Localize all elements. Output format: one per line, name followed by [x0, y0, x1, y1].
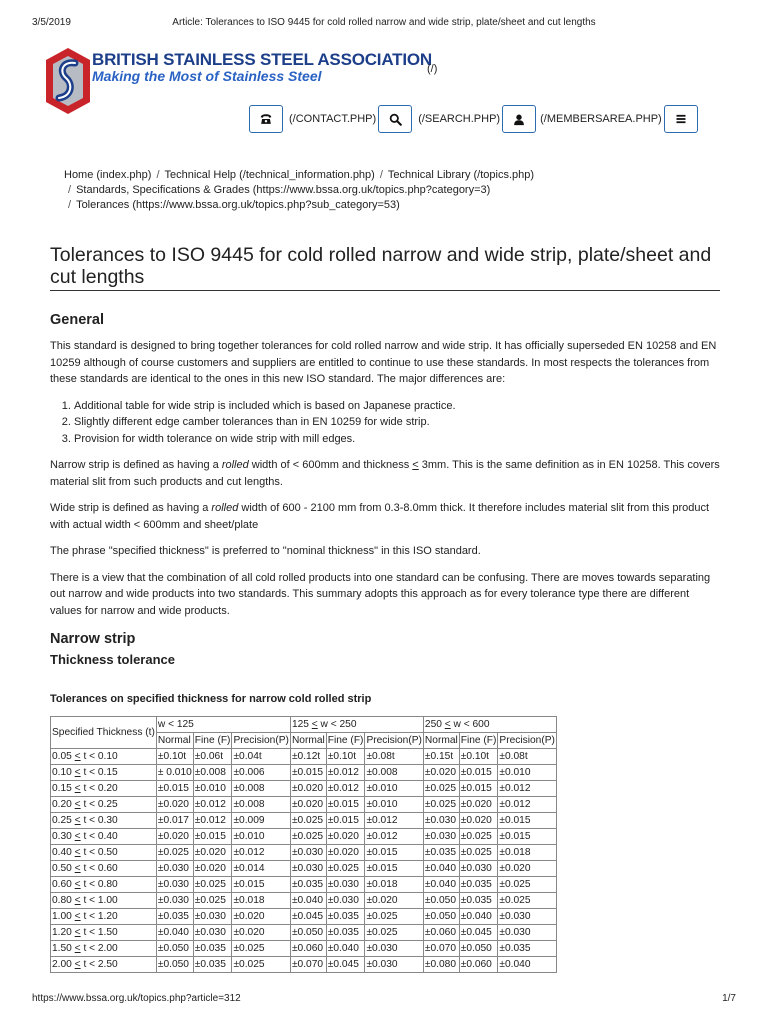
text-run: t < 2.00 — [80, 943, 118, 954]
text-run: w < 600 — [450, 719, 490, 730]
thickness-range-cell — [51, 845, 157, 861]
tolerance-value-cell: ±0.008 — [232, 797, 290, 813]
text-run: t < 1.00 — [80, 895, 118, 906]
breadcrumb-line — [50, 183, 740, 198]
tolerance-value-cell: ±0.015 — [365, 845, 423, 861]
text-run: 0.30 — [52, 831, 75, 842]
tolerance-value-cell: ±0.030 — [498, 925, 556, 941]
text-emphasis: rolled — [211, 502, 239, 514]
tolerance-value-cell: ±0.04t — [232, 749, 290, 765]
combination-paragraph: There is a view that the combination of all cold rolled products into one standard can be confusing. There are moves towards separating out narrow and wide products into two standards. This summary adopts this approach as for every tolerance type there are different values for narrow and wide products. — [50, 571, 711, 617]
less-equal-symbol: < — [74, 895, 81, 906]
breadcrumb — [50, 168, 740, 213]
members-button[interactable] — [502, 105, 536, 133]
table-viewport — [50, 716, 610, 988]
intro-paragraph: This standard is designed to bring together tolerances for cold rolled narrow and wide strip. It has officially superseded EN 10258 and EN 10259 although of course customers and suppliers are entitled to continue to use these standards. In most respects the tolerances from these standards are identical to the ones in this new ISO standard. The major differences are: — [50, 340, 717, 385]
tolerance-value-cell: ±0.015 — [193, 829, 232, 845]
tolerance-value-cell: ±0.020 — [459, 813, 498, 829]
tolerance-value-cell: ±0.015 — [459, 765, 498, 781]
print-url: https://www.bssa.org.uk/topics.php?article=312 — [32, 993, 241, 1004]
table-row — [51, 781, 557, 797]
thickness-range-cell — [51, 941, 157, 957]
text-run: 2.00 — [52, 959, 75, 970]
table-row — [51, 845, 557, 861]
breadcrumb-line — [50, 168, 740, 183]
tolerance-value-cell: ±0.040 — [423, 861, 459, 877]
tolerance-value-cell: ±0.025 — [232, 941, 290, 957]
less-equal-symbol: < — [74, 783, 81, 794]
thickness-range-cell — [51, 877, 157, 893]
contact-link[interactable]: (/CONTACT.PHP) — [289, 113, 377, 125]
tolerance-value-cell: ±0.030 — [365, 957, 423, 973]
tolerance-value-cell: ±0.012 — [498, 781, 556, 797]
thickness-range-cell — [51, 829, 157, 845]
page-number: 1/7 — [722, 993, 736, 1004]
tolerance-value-cell: ±0.025 — [290, 829, 326, 845]
table-body — [51, 749, 557, 973]
tolerance-value-cell: ±0.018 — [232, 893, 290, 909]
less-equal-symbol: < — [74, 879, 81, 890]
fine-header: Fine (F) — [459, 733, 498, 749]
tolerance-value-cell: ±0.030 — [156, 877, 193, 893]
table-header-row — [51, 717, 557, 733]
list-item: 2. Slightly different edge camber tolerances than in EN 10259 for wide strip. — [74, 414, 720, 431]
tolerance-value-cell: ±0.010 — [365, 781, 423, 797]
tolerance-value-cell: ±0.035 — [459, 893, 498, 909]
fine-header: Fine (F) — [193, 733, 232, 749]
thickness-range-cell — [51, 957, 157, 973]
tolerance-value-cell: ±0.050 — [156, 941, 193, 957]
wide-strip-definition — [50, 500, 720, 533]
thickness-tolerance-table — [50, 716, 557, 973]
less-equal-symbol: < — [74, 863, 81, 874]
fine-header: Fine (F) — [326, 733, 365, 749]
table-row — [51, 813, 557, 829]
tolerance-value-cell: ±0.010 — [232, 829, 290, 845]
text-run: 125 — [291, 719, 312, 730]
thickness-range-cell — [51, 813, 157, 829]
tolerance-value-cell: ±0.020 — [498, 861, 556, 877]
tolerance-value-cell: ±0.15t — [423, 749, 459, 765]
tolerance-value-cell: ±0.030 — [156, 861, 193, 877]
tolerance-value-cell: ±0.020 — [290, 797, 326, 813]
title-divider — [50, 290, 720, 291]
text-run: t < 0.15 — [80, 767, 118, 778]
tolerance-value-cell: ±0.006 — [232, 765, 290, 781]
tolerance-value-cell: ±0.030 — [290, 845, 326, 861]
tolerance-value-cell: ±0.030 — [365, 941, 423, 957]
hamburger-icon — [675, 113, 687, 125]
text-run: 0.50 — [52, 863, 75, 874]
tolerance-value-cell: ±0.015 — [290, 765, 326, 781]
text-run: t < 0.50 — [80, 847, 118, 858]
less-equal-symbol: < — [444, 719, 451, 730]
text-run: 0.20 — [52, 799, 75, 810]
home-link[interactable]: (/) — [427, 63, 438, 75]
thickness-range-cell — [51, 861, 157, 877]
tolerance-value-cell: ±0.015 — [498, 829, 556, 845]
table-row — [51, 861, 557, 877]
tolerance-value-cell: ±0.020 — [326, 845, 365, 861]
tolerance-value-cell: ±0.12t — [290, 749, 326, 765]
tolerance-value-cell: ±0.025 — [423, 797, 459, 813]
tolerance-value-cell: ±0.030 — [156, 893, 193, 909]
breadcrumb-technical-help[interactable]: Technical Help (/technical_information.php) — [164, 169, 375, 181]
tolerance-value-cell: ±0.045 — [326, 957, 365, 973]
text-run: 0.25 — [52, 815, 75, 826]
tolerance-value-cell: ±0.050 — [423, 893, 459, 909]
page-title: Tolerances to ISO 9445 for cold rolled narrow and wide strip, plate/sheet and cut lengths — [50, 244, 712, 288]
tolerance-value-cell: ±0.020 — [156, 829, 193, 845]
text-run: Wide strip is defined as having a — [50, 502, 212, 514]
table-row — [51, 909, 557, 925]
table-row — [51, 893, 557, 909]
menu-button[interactable] — [664, 105, 698, 133]
tolerance-value-cell: ±0.020 — [193, 845, 232, 861]
tolerance-value-cell: ±0.008 — [365, 765, 423, 781]
tolerance-value-cell: ±0.012 — [232, 845, 290, 861]
tolerance-value-cell: ±0.015 — [326, 813, 365, 829]
text-run: 1.50 — [52, 943, 75, 954]
precision-header: Precision(P) — [498, 733, 556, 749]
breadcrumb-separator: / — [68, 199, 72, 211]
tolerance-value-cell: ±0.012 — [193, 813, 232, 829]
tolerance-value-cell: ±0.025 — [232, 957, 290, 973]
text-run: w < 250 — [317, 719, 357, 730]
text-run: t < 1.50 — [80, 927, 118, 938]
tolerance-value-cell: ±0.030 — [290, 861, 326, 877]
tolerance-value-cell: ±0.009 — [232, 813, 290, 829]
tolerance-value-cell: ±0.030 — [326, 877, 365, 893]
table-caption: Tolerances on specified thickness for narrow cold rolled strip — [50, 693, 372, 705]
tolerance-value-cell: ±0.045 — [290, 909, 326, 925]
brand-name[interactable]: BRITISH STAINLESS STEEL ASSOCIATION — [92, 50, 432, 69]
normal-header: Normal — [423, 733, 459, 749]
table-row — [51, 877, 557, 893]
text-run: 0.60 — [52, 879, 75, 890]
breadcrumb-tolerances[interactable]: Tolerances (https://www.bssa.org.uk/topics.php?sub_category=53) — [76, 199, 400, 211]
less-equal-symbol: < — [74, 959, 81, 970]
text-run: t < 0.30 — [80, 815, 118, 826]
tolerance-value-cell: ±0.030 — [423, 813, 459, 829]
normal-header: Normal — [290, 733, 326, 749]
table-row — [51, 925, 557, 941]
tolerance-value-cell: ±0.060 — [423, 925, 459, 941]
tolerance-value-cell: ±0.040 — [156, 925, 193, 941]
thickness-range-cell — [51, 765, 157, 781]
thickness-tolerance-heading: Thickness tolerance — [50, 652, 175, 667]
general-heading: General — [50, 312, 104, 328]
tolerance-value-cell: ±0.10t — [459, 749, 498, 765]
less-equal-symbol: < — [74, 767, 81, 778]
tolerance-value-cell: ±0.025 — [365, 909, 423, 925]
text-run: 0.80 — [52, 895, 75, 906]
breadcrumb-separator: / — [379, 169, 383, 181]
less-equal-symbol: < — [311, 719, 318, 730]
tolerance-value-cell: ±0.015 — [459, 781, 498, 797]
text-run: width of < 600mm and thickness — [248, 459, 413, 471]
tolerance-value-cell: ±0.040 — [290, 893, 326, 909]
text-run: 0.10 — [52, 767, 75, 778]
tolerance-value-cell: ±0.010 — [193, 781, 232, 797]
tolerance-value-cell: ±0.050 — [290, 925, 326, 941]
table-row — [51, 749, 557, 765]
thickness-range-cell — [51, 797, 157, 813]
tolerance-value-cell: ±0.015 — [156, 781, 193, 797]
text-run: t < 0.80 — [80, 879, 118, 890]
text-run: w < 125 — [157, 719, 194, 730]
table-row — [51, 829, 557, 845]
print-title: Article: Tolerances to ISO 9445 for cold rolled narrow and wide strip, plate/sheet and cut lengths — [172, 17, 596, 28]
tolerance-value-cell: ±0.020 — [193, 861, 232, 877]
tolerance-value-cell: ±0.035 — [156, 909, 193, 925]
list-item: 3. Provision for width tolerance on wide strip with mill edges. — [74, 431, 720, 448]
tolerance-value-cell: ±0.08t — [498, 749, 556, 765]
breadcrumb-technical-library[interactable]: Technical Library (/topics.php) — [387, 169, 535, 181]
tolerance-value-cell: ±0.020 — [156, 797, 193, 813]
tolerance-value-cell: ±0.050 — [423, 909, 459, 925]
tolerance-value-cell: ± 0.010 — [156, 765, 193, 781]
tolerance-value-cell: ±0.10t — [326, 749, 365, 765]
differences-list — [50, 398, 720, 448]
tolerance-value-cell: ±0.050 — [459, 941, 498, 957]
brand-tagline[interactable]: Making the Most of Stainless Steel — [92, 68, 322, 84]
top-nav — [249, 104, 698, 134]
tolerance-value-cell: ±0.015 — [365, 861, 423, 877]
less-equal-symbol: < — [74, 799, 81, 810]
print-date: 3/5/2019 — [32, 17, 71, 28]
tolerance-value-cell: ±0.012 — [498, 797, 556, 813]
tolerance-value-cell: ±0.020 — [423, 765, 459, 781]
tolerance-value-cell: ±0.030 — [498, 909, 556, 925]
tolerance-value-cell: ±0.012 — [326, 781, 365, 797]
text-run: t < 2.50 — [80, 959, 118, 970]
tolerance-value-cell: ±0.012 — [365, 813, 423, 829]
text-run: 1.20 — [52, 927, 75, 938]
text-run: t < 1.20 — [80, 911, 118, 922]
tolerance-value-cell: ±0.070 — [423, 941, 459, 957]
text-run: 1.00 — [52, 911, 75, 922]
text-emphasis: rolled — [221, 459, 249, 471]
thickness-range-cell — [51, 893, 157, 909]
less-equal-symbol: < — [74, 927, 81, 938]
precision-header: Precision(P) — [232, 733, 290, 749]
tolerance-value-cell: ±0.030 — [459, 861, 498, 877]
tolerance-value-cell: ±0.10t — [156, 749, 193, 765]
tolerance-value-cell: ±0.025 — [459, 845, 498, 861]
text-run: t < 0.20 — [80, 783, 118, 794]
text-run: Narrow strip is defined as having a — [50, 459, 222, 471]
text-run: 0.40 — [52, 847, 75, 858]
article-body — [50, 310, 720, 718]
text-run: t < 0.25 — [80, 799, 118, 810]
tolerance-value-cell: ±0.020 — [290, 781, 326, 797]
tolerance-value-cell: ±0.012 — [193, 797, 232, 813]
tolerance-value-cell: ±0.025 — [326, 861, 365, 877]
tolerance-value-cell: ±0.014 — [232, 861, 290, 877]
tolerance-value-cell: ±0.035 — [326, 925, 365, 941]
text-run: t < 0.60 — [80, 863, 118, 874]
tolerance-value-cell: ±0.025 — [290, 813, 326, 829]
tolerance-value-cell: ±0.035 — [193, 957, 232, 973]
breadcrumb-home[interactable]: Home (index.php) — [64, 169, 152, 181]
text-run: t < 0.40 — [80, 831, 118, 842]
less-equal-symbol: < — [74, 831, 81, 842]
text-run: 0.05 — [52, 751, 75, 762]
tolerance-value-cell: ±0.035 — [498, 941, 556, 957]
tolerance-value-cell: ±0.08t — [365, 749, 423, 765]
tolerance-value-cell: ±0.060 — [459, 957, 498, 973]
tolerance-value-cell: ±0.040 — [459, 909, 498, 925]
text-run: width of 600 - 2100 mm from 0.3-8.0mm thick. It therefore includes material slit from this product with actual width < 600mm and sheet/plate — [50, 502, 710, 531]
width-group-header — [423, 717, 556, 733]
bssa-logo-icon[interactable] — [44, 46, 92, 116]
text-run: t < 0.10 — [80, 751, 118, 762]
tolerance-value-cell: ±0.035 — [459, 877, 498, 893]
breadcrumb-line — [50, 198, 740, 213]
tolerance-value-cell: ±0.035 — [326, 909, 365, 925]
tolerance-value-cell: ±0.030 — [193, 925, 232, 941]
tolerance-value-cell: ±0.010 — [365, 797, 423, 813]
tolerance-value-cell: ±0.008 — [193, 765, 232, 781]
spec-thickness-header: Specified Thickness (t) — [51, 717, 157, 749]
tolerance-value-cell: ±0.040 — [326, 941, 365, 957]
tolerance-value-cell: ±0.060 — [290, 941, 326, 957]
tolerance-value-cell: ±0.035 — [193, 941, 232, 957]
tolerance-value-cell: ±0.045 — [459, 925, 498, 941]
members-link[interactable]: (/MEMBERSAREA.PHP) — [540, 113, 662, 125]
tolerance-value-cell: ±0.008 — [232, 781, 290, 797]
table-row — [51, 941, 557, 957]
less-equal-symbol: < — [74, 943, 81, 954]
tolerance-value-cell: ±0.020 — [365, 893, 423, 909]
less-equal-symbol: < — [74, 751, 81, 762]
tolerance-value-cell: ±0.035 — [290, 877, 326, 893]
less-equal-symbol: < — [412, 459, 419, 471]
tolerance-value-cell: ±0.06t — [193, 749, 232, 765]
tolerance-value-cell: ±0.025 — [498, 893, 556, 909]
tolerance-value-cell: ±0.012 — [326, 765, 365, 781]
phone-icon — [259, 112, 273, 126]
width-group-header — [290, 717, 423, 733]
tolerance-value-cell: ±0.030 — [326, 893, 365, 909]
tolerance-value-cell: ±0.025 — [365, 925, 423, 941]
less-equal-symbol: < — [74, 815, 81, 826]
tolerance-value-cell: ±0.018 — [498, 845, 556, 861]
tolerance-value-cell: ±0.050 — [156, 957, 193, 973]
text-run: 250 — [424, 719, 445, 730]
normal-header: Normal — [156, 733, 193, 749]
specified-thickness-paragraph: The phrase "specified thickness" is preferred to "nominal thickness" in this ISO standard. — [50, 545, 481, 557]
tolerance-value-cell: ±0.015 — [326, 797, 365, 813]
less-equal-symbol: < — [74, 911, 81, 922]
text-run: 0.15 — [52, 783, 75, 794]
tolerance-value-cell: ±0.020 — [326, 829, 365, 845]
tolerance-value-cell: ±0.025 — [459, 829, 498, 845]
tolerance-value-cell: ±0.030 — [423, 829, 459, 845]
tolerance-value-cell: ±0.025 — [193, 877, 232, 893]
narrow-strip-heading: Narrow strip — [50, 631, 136, 647]
search-button[interactable] — [378, 105, 412, 133]
tolerance-value-cell: ±0.020 — [232, 909, 290, 925]
tolerance-value-cell: ±0.040 — [498, 957, 556, 973]
list-item: 1. Additional table for wide strip is included which is based on Japanese practice. — [74, 398, 720, 415]
tolerance-value-cell: ±0.025 — [193, 893, 232, 909]
tolerance-value-cell: ±0.025 — [423, 781, 459, 797]
table-row — [51, 957, 557, 973]
narrow-strip-definition — [50, 457, 720, 490]
tolerance-value-cell: ±0.025 — [498, 877, 556, 893]
tolerance-value-cell: ±0.080 — [423, 957, 459, 973]
tolerance-value-cell: ±0.012 — [365, 829, 423, 845]
tolerance-value-cell: ±0.015 — [232, 877, 290, 893]
thickness-range-cell — [51, 909, 157, 925]
tolerance-value-cell: ±0.030 — [193, 909, 232, 925]
table-row — [51, 765, 557, 781]
less-equal-symbol: < — [74, 847, 81, 858]
search-link[interactable]: (/SEARCH.PHP) — [418, 113, 501, 125]
tolerance-value-cell: ±0.020 — [232, 925, 290, 941]
thickness-range-cell — [51, 781, 157, 797]
precision-header: Precision(P) — [365, 733, 423, 749]
width-group-header — [156, 717, 290, 733]
breadcrumb-separator: / — [68, 184, 72, 196]
tolerance-value-cell: ±0.020 — [459, 797, 498, 813]
contact-button[interactable] — [249, 105, 283, 133]
tolerance-value-cell: ±0.040 — [423, 877, 459, 893]
tolerance-value-cell: ±0.018 — [365, 877, 423, 893]
user-icon — [513, 113, 525, 126]
search-icon — [389, 113, 402, 126]
tolerance-value-cell: ±0.070 — [290, 957, 326, 973]
text-run: 3mm. This is the same definition as in EN 10258. This covers material slit from such products and cut lengths. — [50, 459, 720, 488]
tolerance-value-cell: ±0.025 — [156, 845, 193, 861]
tolerance-value-cell: ±0.017 — [156, 813, 193, 829]
tolerance-value-cell: ±0.010 — [498, 765, 556, 781]
tolerance-value-cell: ±0.015 — [498, 813, 556, 829]
breadcrumb-separator: / — [156, 169, 160, 181]
thickness-range-cell — [51, 925, 157, 941]
table-row — [51, 797, 557, 813]
breadcrumb-standards[interactable]: Standards, Specifications & Grades (https://www.bssa.org.uk/topics.php?category=3) — [76, 184, 491, 196]
thickness-range-cell — [51, 749, 157, 765]
tolerance-value-cell: ±0.035 — [423, 845, 459, 861]
